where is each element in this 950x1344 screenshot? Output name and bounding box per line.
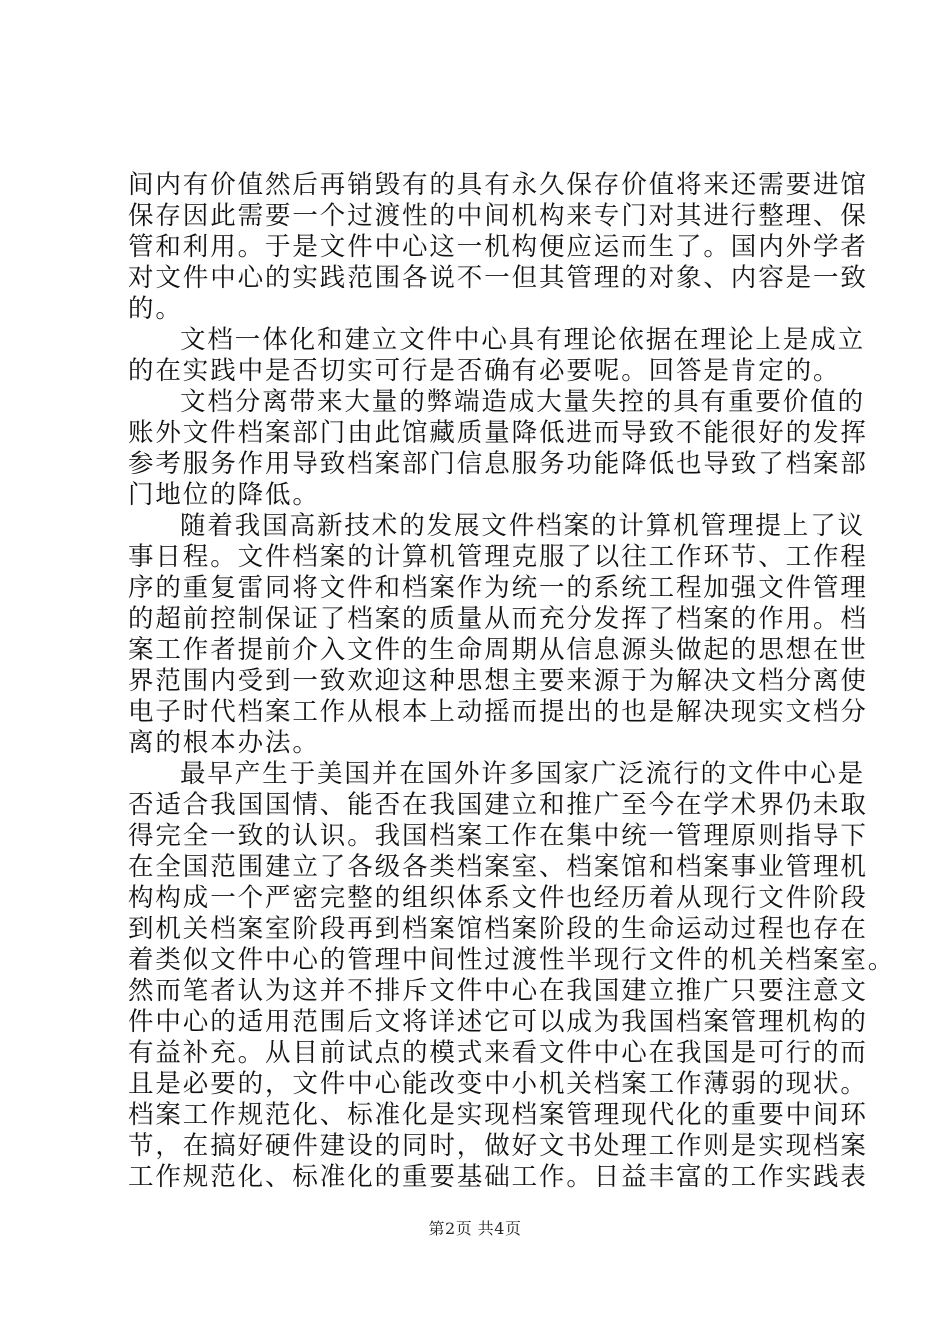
text-line: 管和利用。于是文件中心这一机构便应运而生了。国内外学者: [128, 232, 868, 262]
text-line: 否适合我国国情、能否在我国建立和推广至今在学术界仍未取: [128, 790, 868, 820]
text-line: 界范围内受到一致欢迎这种思想主要来源于为解决文档分离使: [128, 666, 868, 696]
text-line: 离的根本办法。: [128, 728, 320, 758]
text-line: 的。: [128, 294, 183, 324]
text-line: 对文件中心的实践范围各说不一但其管理的对象、内容是一致: [128, 263, 868, 293]
text-line: 工作规范化、标准化的重要基础工作。日益丰富的工作实践表: [128, 1162, 868, 1192]
text-line: 在全国范围建立了各级各类档案室、档案馆和档案事业管理机: [128, 852, 868, 882]
text-line: 序的重复雷同将文件和档案作为统一的系统工程加强文件管理: [128, 573, 868, 603]
text-line: 电子时代档案工作从根本上动摇而提出的也是解决现实文档分: [128, 697, 868, 727]
text-line: 账外文件档案部门由此馆藏质量降低进而导致不能很好的发挥: [128, 418, 868, 448]
paragraph-start-line: 随着我国高新技术的发展文件档案的计算机管理提上了议: [180, 511, 866, 541]
paragraph-start-line: 文档分离带来大量的弊端造成大量失控的具有重要价值的: [180, 387, 866, 417]
paragraph-start-line: 文档一体化和建立文件中心具有理论依据在理论上是成立: [180, 325, 866, 355]
text-line: 事日程。文件档案的计算机管理克服了以往工作环节、工作程: [128, 542, 868, 572]
text-line: 得完全一致的认识。我国档案工作在集中统一管理原则指导下: [128, 821, 868, 851]
text-line: 着类似文件中心的管理中间性过渡性半现行文件的机关档案室。: [128, 945, 896, 975]
text-line: 参考服务作用导致档案部门信息服务功能降低也导致了档案部: [128, 449, 868, 479]
text-line: 的超前控制保证了档案的质量从而充分发挥了档案的作用。档: [128, 604, 868, 634]
body-text: [128, 170, 896, 1193]
paragraph-start-line: 最早产生于美国并在国外许多国家广泛流行的文件中心是: [180, 759, 866, 789]
text-line: 构构成一个严密完整的组织体系文件也经历着从现行文件阶段: [128, 883, 868, 913]
page-number-footer: 第2页 共4页: [428, 1219, 522, 1238]
text-line: 的在实践中是否切实可行是否确有必要呢。回答是肯定的。: [128, 356, 841, 386]
text-line: 保存因此需要一个过渡性的中间机构来专门对其进行整理、保: [128, 201, 868, 231]
text-line: 且是必要的，文件中心能改变中小机关档案工作薄弱的现状。: [128, 1069, 868, 1099]
text-line: 案工作者提前介入文件的生命周期从信息源头做起的思想在世: [128, 635, 868, 665]
text-line: 有益补充。从目前试点的模式来看文件中心在我国是可行的而: [128, 1038, 868, 1068]
text-line: 间内有价值然后再销毁有的具有永久保存价值将来还需要进馆: [128, 170, 868, 200]
text-line: 门地位的降低。: [128, 480, 320, 510]
text-line: 档案工作规范化、标准化是实现档案管理现代化的重要中间环: [128, 1100, 868, 1130]
text-line: 件中心的适用范围后文将详述它可以成为我国档案管理机构的: [128, 1007, 868, 1037]
text-line: 然而笔者认为这并不排斥文件中心在我国建立推广只要注意文: [128, 976, 868, 1006]
text-line: 节，在搞好硬件建设的同时，做好文书处理工作则是实现档案: [128, 1131, 868, 1161]
text-line: 到机关档案室阶段再到档案馆档案阶段的生命运动过程也存在: [128, 914, 868, 944]
